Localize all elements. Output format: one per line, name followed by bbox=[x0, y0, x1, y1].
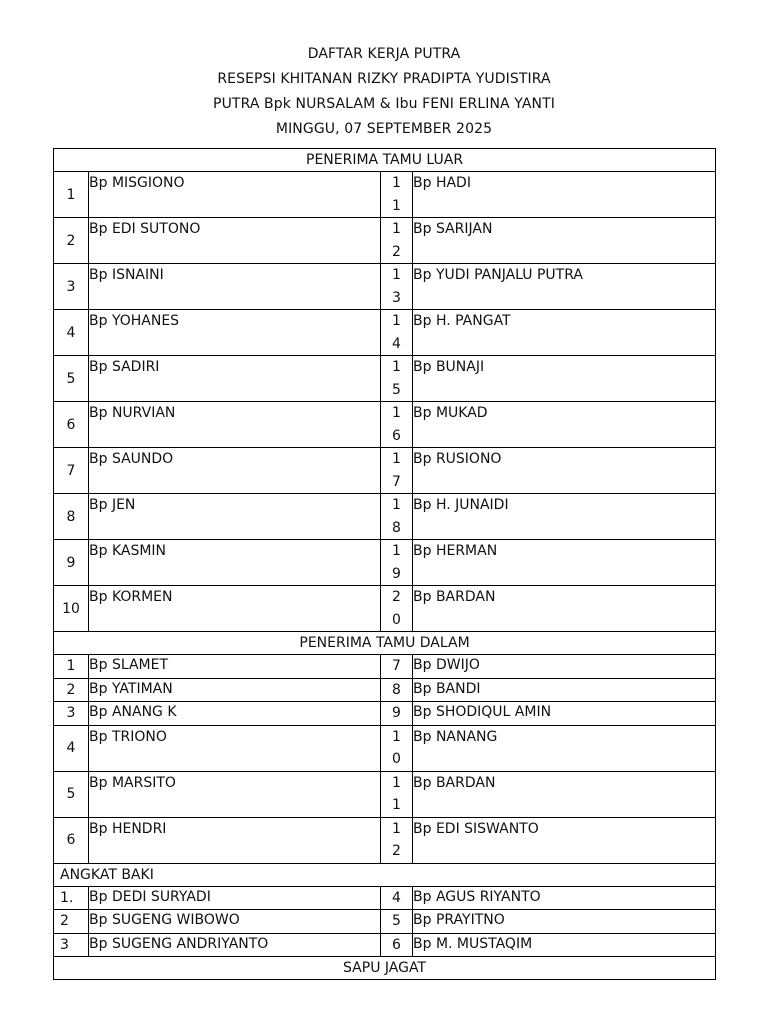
person-name-secondary: Bp HADI bbox=[413, 172, 716, 218]
person-name: Bp EDI SUTONO bbox=[89, 218, 381, 264]
document-header bbox=[0, 44, 768, 144]
section-title-sapu-jagat: SAPU JAGAT bbox=[54, 957, 716, 980]
table-row bbox=[54, 264, 716, 310]
row-number: 5 bbox=[54, 356, 89, 402]
row-number: 2 bbox=[54, 910, 89, 934]
row-number: 3 bbox=[54, 702, 89, 726]
person-name-secondary: Bp AGUS RIYANTO bbox=[413, 886, 716, 910]
person-name-secondary: Bp EDI SISWANTO bbox=[413, 817, 716, 863]
person-name: Bp SUGENG ANDRIYANTO bbox=[89, 933, 381, 957]
section-header-row bbox=[54, 957, 716, 980]
table-row bbox=[54, 817, 716, 863]
person-name: Bp DEDI SURYADI bbox=[89, 886, 381, 910]
row-number-secondary bbox=[381, 356, 413, 402]
person-name: Bp YOHANES bbox=[89, 310, 381, 356]
person-name: Bp TRIONO bbox=[89, 725, 381, 771]
person-name-secondary: Bp NANANG bbox=[413, 725, 716, 771]
row-number-secondary-text: 13 bbox=[392, 267, 401, 306]
person-name: Bp MISGIONO bbox=[89, 172, 381, 218]
row-number-secondary-text: 12 bbox=[392, 221, 401, 260]
table-row bbox=[54, 172, 716, 218]
row-number-secondary-text: 16 bbox=[392, 405, 401, 444]
row-number-secondary bbox=[381, 218, 413, 264]
table-row bbox=[54, 702, 716, 726]
row-number-secondary-text: 10 bbox=[392, 728, 401, 767]
duty-roster-table bbox=[53, 148, 716, 980]
person-name-secondary: Bp BUNAJI bbox=[413, 356, 716, 402]
row-number-secondary bbox=[381, 586, 413, 632]
person-name-secondary: Bp DWIJO bbox=[413, 655, 716, 679]
section-header-row bbox=[54, 632, 716, 655]
person-name: Bp ISNAINI bbox=[89, 264, 381, 310]
penerima-luar-rows bbox=[54, 172, 716, 632]
person-name-secondary: Bp SHODIQUL AMIN bbox=[413, 702, 716, 726]
person-name: Bp SADIRI bbox=[89, 356, 381, 402]
person-name-secondary: Bp BANDI bbox=[413, 678, 716, 702]
row-number: 3 bbox=[54, 264, 89, 310]
row-number-secondary bbox=[381, 264, 413, 310]
row-number: 7 bbox=[54, 448, 89, 494]
table-row bbox=[54, 725, 716, 771]
row-number: 4 bbox=[54, 725, 89, 771]
table-row bbox=[54, 910, 716, 934]
row-number: 8 bbox=[54, 494, 89, 540]
row-number: 1. bbox=[54, 886, 89, 910]
person-name-secondary: Bp RUSIONO bbox=[413, 448, 716, 494]
row-number: 2 bbox=[54, 678, 89, 702]
row-number: 5 bbox=[54, 771, 89, 817]
row-number: 1 bbox=[54, 655, 89, 679]
table-row bbox=[54, 771, 716, 817]
person-name-secondary: Bp YUDI PANJALU PUTRA bbox=[413, 264, 716, 310]
event-date: MINGGU, 07 SEPTEMBER 2025 bbox=[275, 121, 493, 137]
row-number: 6 bbox=[54, 817, 89, 863]
row-number-secondary bbox=[381, 817, 413, 863]
table-row bbox=[54, 586, 716, 632]
row-number-secondary-text: 18 bbox=[392, 497, 401, 536]
row-number-secondary-text: 12 bbox=[392, 820, 401, 859]
row-number: 4 bbox=[54, 310, 89, 356]
row-number-secondary bbox=[381, 771, 413, 817]
person-name: Bp YATIMAN bbox=[89, 678, 381, 702]
person-name: Bp SAUNDO bbox=[89, 448, 381, 494]
row-number: 6 bbox=[54, 402, 89, 448]
row-number-secondary-text: 5 bbox=[392, 913, 401, 929]
row-number-secondary bbox=[381, 910, 413, 934]
penerima-dalam-rows bbox=[54, 655, 716, 864]
row-number-secondary bbox=[381, 540, 413, 586]
row-number-secondary-text: 11 bbox=[392, 774, 401, 813]
row-number-secondary bbox=[381, 402, 413, 448]
row-number-secondary bbox=[381, 172, 413, 218]
table-row bbox=[54, 448, 716, 494]
person-name-secondary: Bp BARDAN bbox=[413, 586, 716, 632]
row-number-secondary-text: 8 bbox=[392, 681, 401, 698]
table-row bbox=[54, 540, 716, 586]
row-number-secondary-text: 17 bbox=[392, 451, 401, 490]
person-name: Bp SUGENG WIBOWO bbox=[89, 910, 381, 934]
person-name-secondary: Bp H. JUNAIDI bbox=[413, 494, 716, 540]
person-name-secondary: Bp H. PANGAT bbox=[413, 310, 716, 356]
row-number-secondary-text: 20 bbox=[392, 589, 401, 628]
table-row bbox=[54, 886, 716, 910]
person-name: Bp NURVIAN bbox=[89, 402, 381, 448]
person-name-secondary: Bp SARIJAN bbox=[413, 218, 716, 264]
row-number-secondary-text: 7 bbox=[392, 658, 401, 674]
person-name: Bp HENDRI bbox=[89, 817, 381, 863]
angkat-baki-rows bbox=[54, 886, 716, 957]
row-number-secondary-text: 19 bbox=[392, 543, 401, 582]
row-number-secondary bbox=[381, 494, 413, 540]
row-number-secondary-text: 14 bbox=[392, 313, 401, 352]
section-title-penerima-dalam: PENERIMA TAMU DALAM bbox=[54, 632, 716, 655]
person-name: Bp KORMEN bbox=[89, 586, 381, 632]
row-number-secondary-text: 6 bbox=[392, 936, 401, 953]
person-name-secondary: Bp MUKAD bbox=[413, 402, 716, 448]
row-number-secondary bbox=[381, 310, 413, 356]
doc-title: DAFTAR KERJA PUTRA bbox=[307, 46, 461, 62]
person-name: Bp JEN bbox=[89, 494, 381, 540]
table-row bbox=[54, 655, 716, 679]
row-number: 1 bbox=[54, 172, 89, 218]
table-row bbox=[54, 678, 716, 702]
row-number-secondary-text: 15 bbox=[392, 359, 401, 398]
section-header-row bbox=[54, 863, 716, 886]
event-title: RESEPSI KHITANAN RIZKY PRADIPTA YUDISTIRA bbox=[217, 71, 551, 87]
row-number-secondary-text: 9 bbox=[392, 705, 401, 721]
section-title-angkat-baki: ANGKAT BAKI bbox=[54, 863, 716, 886]
row-number: 10 bbox=[54, 586, 89, 632]
person-name-secondary: Bp BARDAN bbox=[413, 771, 716, 817]
row-number-secondary bbox=[381, 655, 413, 679]
row-number-secondary bbox=[381, 448, 413, 494]
table-row bbox=[54, 356, 716, 402]
parents-line: PUTRA Bpk NURSALAM & Ibu FENI ERLINA YANTI bbox=[213, 96, 555, 112]
section-title-penerima-luar: PENERIMA TAMU LUAR bbox=[54, 149, 716, 172]
row-number-secondary-text: 4 bbox=[392, 889, 401, 906]
person-name-secondary: Bp M. MUSTAQIM bbox=[413, 933, 716, 957]
table-row bbox=[54, 494, 716, 540]
row-number-secondary bbox=[381, 725, 413, 771]
section-header-row bbox=[54, 149, 716, 172]
row-number-secondary bbox=[381, 702, 413, 726]
table-row bbox=[54, 402, 716, 448]
row-number: 9 bbox=[54, 540, 89, 586]
row-number-secondary bbox=[381, 678, 413, 702]
person-name: Bp SLAMET bbox=[89, 655, 381, 679]
row-number-secondary bbox=[381, 886, 413, 910]
table-row bbox=[54, 218, 716, 264]
person-name: Bp ANANG K bbox=[89, 702, 381, 726]
row-number-secondary-text: 11 bbox=[392, 175, 401, 214]
person-name-secondary: Bp PRAYITNO bbox=[413, 910, 716, 934]
table-row bbox=[54, 310, 716, 356]
person-name: Bp MARSITO bbox=[89, 771, 381, 817]
row-number-secondary bbox=[381, 933, 413, 957]
person-name: Bp KASMIN bbox=[89, 540, 381, 586]
person-name-secondary: Bp HERMAN bbox=[413, 540, 716, 586]
row-number: 2 bbox=[54, 218, 89, 264]
row-number: 3 bbox=[54, 933, 89, 957]
table-row bbox=[54, 933, 716, 957]
